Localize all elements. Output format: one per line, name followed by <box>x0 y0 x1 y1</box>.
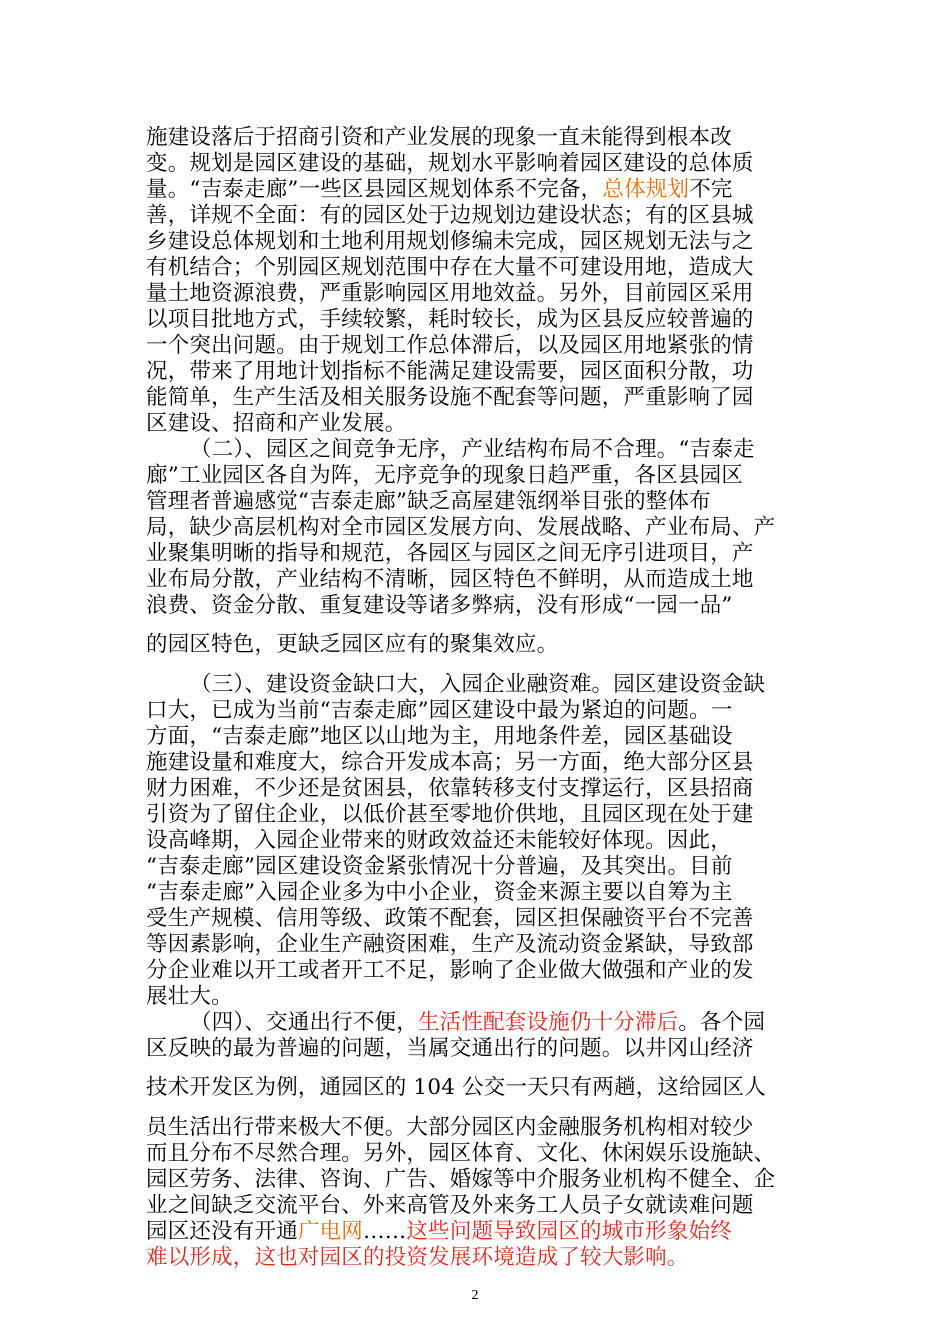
text-line: （二）、园区之间竞争无序，产业结构布局不合理。“吉泰走 <box>190 437 755 462</box>
text-line: 业布局分散，产业结构不清晰，园区特色不鲜明，从而造成土地 <box>146 567 754 592</box>
text-line: 局，缺少高层机构对全市园区发展方向、发展战略、产业布局、产 <box>146 515 776 540</box>
highlight-supporting-facilities: 生活性配套设施仍十分滞后 <box>417 1010 679 1035</box>
text-line: 而且分布不尽然合理。另外，园区体育、文化、休闲娱乐设施缺、 <box>146 1141 776 1166</box>
highlight-conclusion: 这些问题导致园区的城市形象始终 <box>406 1219 732 1244</box>
highlight-broadcast-network: 广电网 <box>297 1219 364 1244</box>
text-line: （四）、交通出行不便，生活性配套设施仍十分滞后。各个园 <box>190 1010 766 1035</box>
text-line: “吉泰走廊”入园企业多为中小企业，资金来源主要以自筹为主 <box>146 880 733 905</box>
text-line: 施建设落后于招商引资和产业发展的现象一直未能得到根本改 <box>146 125 732 150</box>
text-line: 区建设、招商和产业发展。 <box>146 411 407 436</box>
text-line: 等因素影响，企业生产融资困难，生产及流动资金紧缺，导致部 <box>146 932 754 957</box>
text-line: “吉泰走廊”园区建设资金紧张情况十分普遍，及其突出。目前 <box>146 854 733 879</box>
text-line: 员生活出行带来极大不便。大部分园区内金融服务机构相对较少 <box>146 1115 754 1140</box>
text-line: 分企业难以开工或者开工不足，影响了企业做大做强和产业的发 <box>146 958 754 983</box>
text-line: 施建设量和难度大，综合开发成本高；另一方面，绝大部分区县 <box>146 750 754 775</box>
highlight-overall-plan: 总体规划 <box>602 177 690 202</box>
text-line: 展壮大。 <box>146 984 233 1009</box>
text-line: 善，详规不全面：有的园区处于边规划边建设状态；有的区县城 <box>146 203 754 228</box>
text-line: 业聚集明晰的指导和规范，各园区与园区之间无序引进项目，产 <box>146 541 754 566</box>
text-line: 园区还没有开通广电网……这些问题导致园区的城市形象始终 <box>146 1219 732 1244</box>
text-line: 的园区特色，更缺乏园区应有的聚集效应。 <box>146 632 559 657</box>
text-line: 以项目批地方式，手续较繁，耗时较长，成为区县反应较普遍的 <box>146 307 754 332</box>
text-line: 引资为了留住企业，以低价甚至零地价供地，且园区现在处于建 <box>146 802 754 827</box>
text-line: 浪费、资金分散、重复建设等诸多弊病，没有形成“一园一品” <box>146 593 733 618</box>
text-line: 有机结合；个别园区规划范围中存在大量不可建设用地，造成大 <box>146 255 754 280</box>
text-line: 一个突出问题。由于规划工作总体滞后，以及园区用地紧张的情 <box>146 333 754 358</box>
text-line: 技术开发区为例，通园区的 104 公交一天只有两趟，这给园区人 <box>146 1075 766 1100</box>
text-line: 量土地资源浪费，严重影响园区用地效益。另外，目前园区采用 <box>146 281 754 306</box>
text-line: 设高峰期，入园企业带来的财政效益还未能较好体现。因此， <box>146 828 732 853</box>
text-line: 管理者普遍感觉“吉泰走廊”缺乏高屋建瓴纲举目张的整体布 <box>146 489 711 514</box>
text-line: 园区劳务、法律、咨询、广告、婚嫁等中介服务业机构不健全、企 <box>146 1167 776 1192</box>
text-line: 财力困难，不少还是贫困县，依靠转移支付支撑运行，区县招商 <box>146 776 754 801</box>
text-line-highlight: 难以形成，这也对园区的投资发展环境造成了较大影响。 <box>146 1245 689 1270</box>
text-line: 受生产规模、信用等级、政策不配套，园区担保融资平台不完善 <box>146 906 754 931</box>
text-line: 乡建设总体规划和土地利用规划修编未完成，园区规划无法与之 <box>146 229 754 254</box>
text-line: （三）、建设资金缺口大，入园企业融资难。园区建设资金缺 <box>190 672 766 697</box>
text-line: 况，带来了用地计划指标不能满足建设需要，园区面积分散，功 <box>146 359 754 384</box>
text-line: 口大，已成为当前“吉泰走廊”园区建设中最为紧迫的问题。一 <box>146 698 733 723</box>
text-line: 廊”工业园区各自为阵，无序竞争的现象日趋严重，各区县园区 <box>146 463 744 488</box>
text-line: 业之间缺乏交流平台、外来高管及外来务工人员子女就读难问题 <box>146 1193 754 1218</box>
text-line: 变。规划是园区建设的基础，规划水平影响着园区建设的总体质 <box>146 151 754 176</box>
text-line: 量。“吉泰走廊”一些区县园区规划体系不完备，总体规划不完 <box>146 177 733 202</box>
page-number: 2 <box>471 1288 479 1303</box>
text-line: 能简单，生产生活及相关服务设施不配套等问题，严重影响了园 <box>146 385 754 410</box>
text-line: 区反映的最为普遍的问题，当属交通出行的问题。以井冈山经济 <box>146 1036 754 1061</box>
text-line: 方面，“吉泰走廊”地区以山地为主，用地条件差，园区基础设 <box>146 724 733 749</box>
